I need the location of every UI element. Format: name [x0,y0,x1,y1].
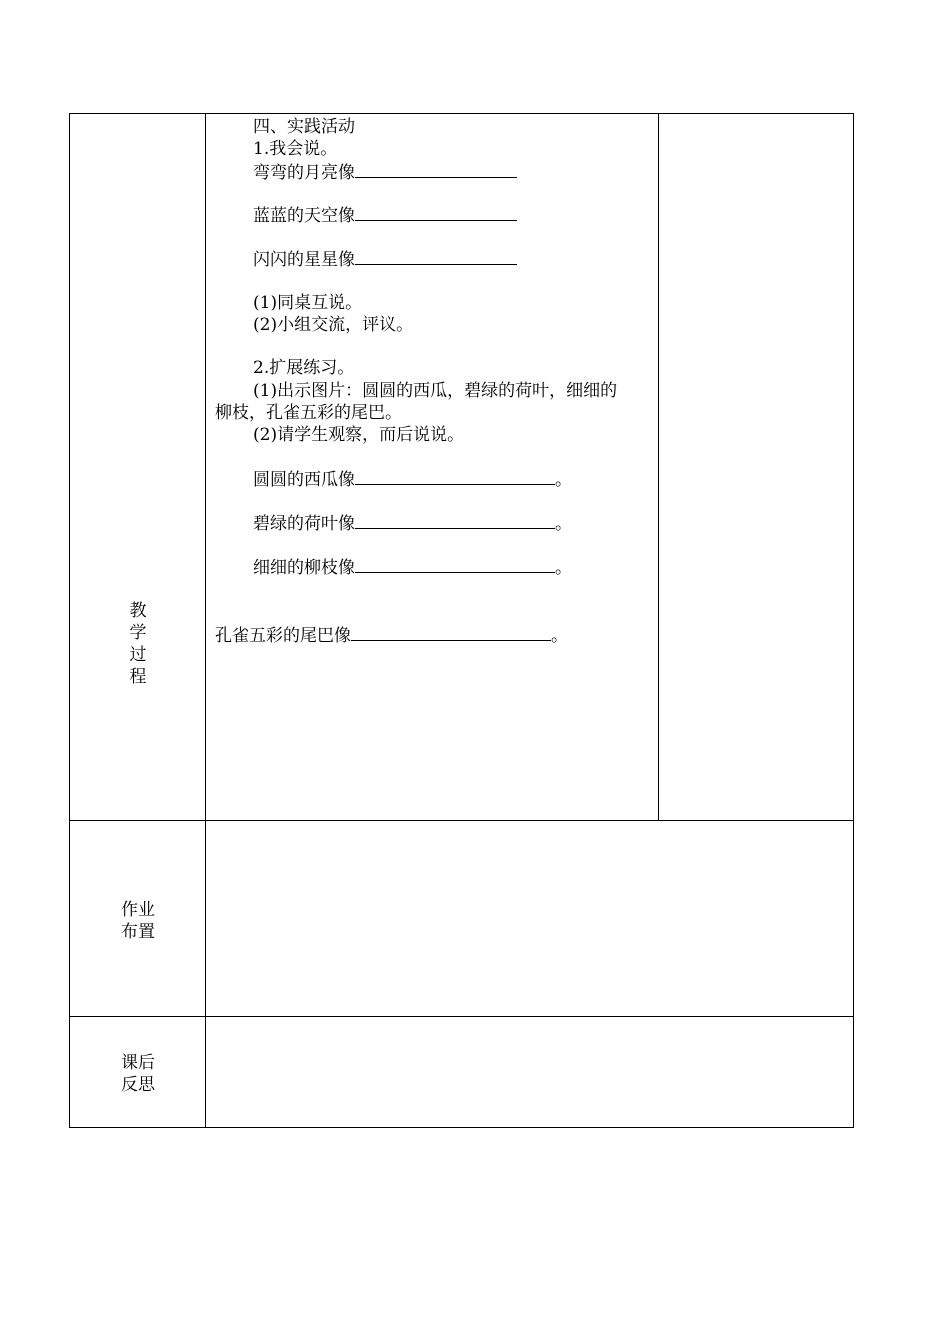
reflection-label-line: 课后 [121,1053,155,1073]
melon-text: 圆圆的西瓜像 [253,470,355,490]
homework-content-cell[interactable] [206,821,853,1016]
willow-period: 。 [555,558,572,578]
lotus-answer-blank[interactable] [355,512,555,529]
lesson-plan-table [69,113,854,1128]
process-label-char: 学 [129,623,147,643]
activity-heading: 四、实践活动 [253,117,355,137]
reflection-content-cell[interactable] [206,1017,853,1127]
process-label-char: 教 [129,601,147,621]
moon-answer-blank[interactable] [355,161,517,178]
peacock-prompt [215,624,568,647]
peacock-period: 。 [551,626,568,646]
homework-label-line: 布置 [121,922,155,942]
willow-answer-blank[interactable] [355,556,555,573]
melon-prompt [253,468,572,491]
notes-cell[interactable] [659,114,853,820]
moon-prompt [253,161,517,184]
peacock-text: 孔雀五彩的尾巴像 [215,626,351,646]
homework-label-line: 作业 [121,900,155,920]
moon-text: 弯弯的月亮像 [253,163,355,183]
process-label-char: 程 [129,667,147,687]
process-label [108,600,168,688]
extension-step2: (2)请学生观察，而后说说。 [253,425,465,445]
melon-period: 。 [555,470,572,490]
willow-prompt [253,556,572,579]
step2: (2)小组交流，评议。 [253,315,414,335]
sky-prompt [253,204,517,227]
peacock-answer-blank[interactable] [351,624,551,641]
stars-answer-blank[interactable] [355,248,517,265]
lotus-prompt [253,512,572,535]
process-label-char: 过 [129,645,147,665]
stars-prompt [253,248,517,271]
stars-text: 闪闪的星星像 [253,250,355,270]
melon-answer-blank[interactable] [355,468,555,485]
sky-answer-blank[interactable] [355,204,517,221]
part2-title: 2.扩展练习。 [253,358,355,378]
part1-title: 1.我会说。 [253,139,338,159]
extension-step1-line2: 柳枝，孔雀五彩的尾巴。 [215,403,402,423]
willow-text: 细细的柳枝像 [253,558,355,578]
step1: (1)同桌互说。 [253,293,363,313]
extension-step1-line1: (1)出示图片：圆圆的西瓜，碧绿的荷叶，细细的 [253,381,618,401]
reflection-label-line: 反思 [121,1075,155,1095]
homework-label [108,899,168,943]
sky-text: 蓝蓝的天空像 [253,206,355,226]
reflection-label [108,1052,168,1096]
lotus-text: 碧绿的荷叶像 [253,514,355,534]
lotus-period: 。 [555,514,572,534]
